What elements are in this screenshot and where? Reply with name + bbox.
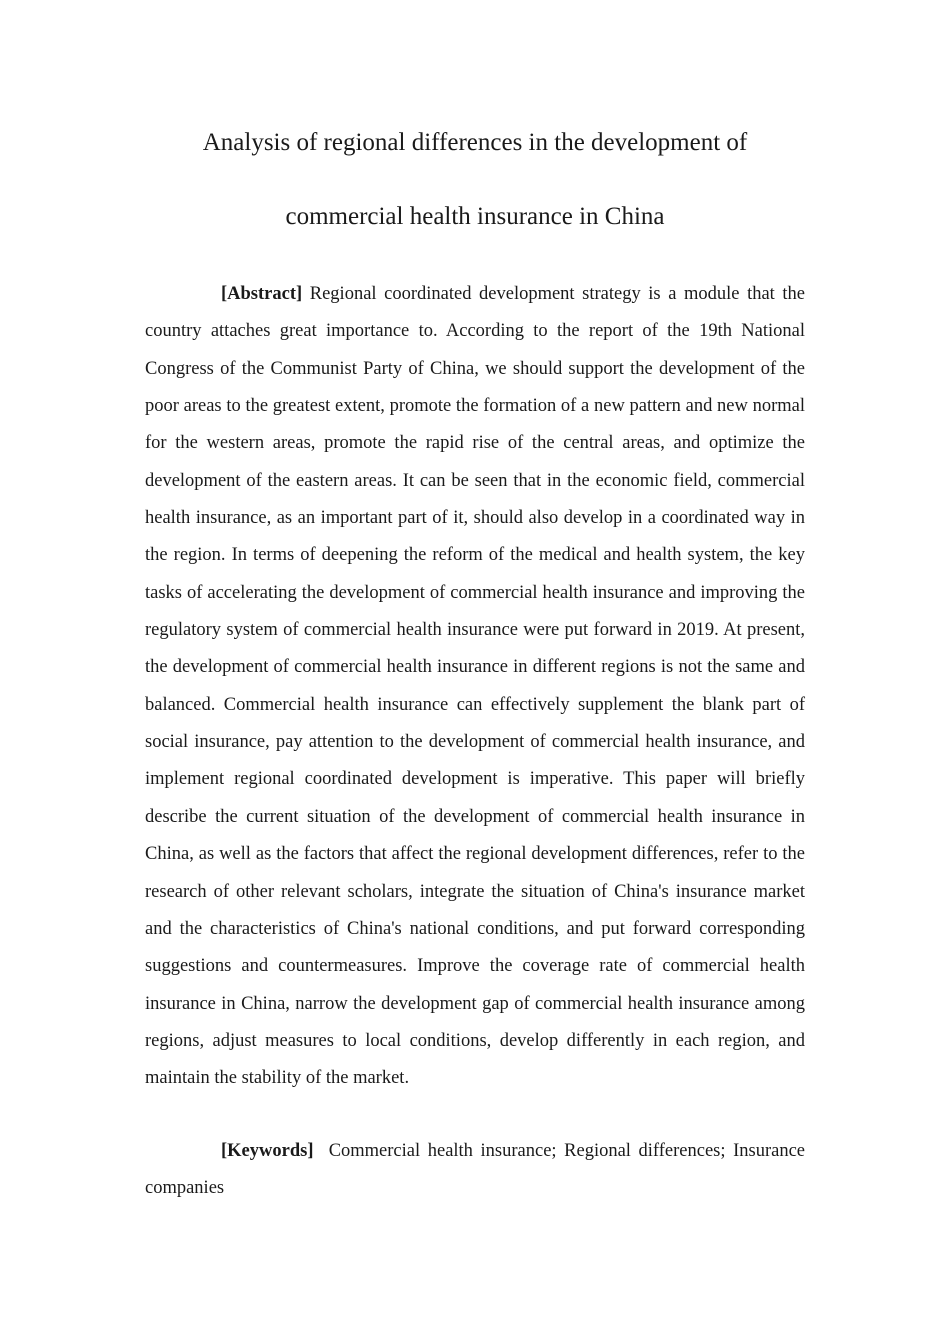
abstract-label: [Abstract] <box>221 284 303 304</box>
keywords-text: Commercial health insurance; Regional differences; Insurance companies <box>145 1141 806 1199</box>
keywords-label: [Keywords] <box>221 1141 314 1161</box>
abstract-text: Regional coordinated development strategy is a module that the country attaches great importance to. According to the report of the 19th National Congress of the Communist Party of China, we should support the development of the poor areas to the greatest extent, promote the formation of a new pattern and new normal for the western areas, promote the rapid rise of the central areas, and optimize the development of the eastern areas. It can be seen that in the economic field, commercial health insurance, as an important part of it, should also develop in a coordinated way in the region. In terms of deepening the reform of the medical and health system, the key tasks of accelerating the development of commercial health insurance and improving the regulatory system of commercial health insurance were put forward in 2019. At present, the development of commercial health insurance in different regions is not the same and balanced. Commercial health insurance can effectively supplement the blank part of social insurance, pay attention to the development of commercial health insurance, and implement regional coordinated development is imperative. This paper will briefly describe the current situation of the development of commercial health insurance in China, as well as the factors that affect the regional development differences, refer to the research of other relevant scholars, integrate the situation of China's insurance market and the characteristics of China's national conditions, and put forward corresponding suggestions and countermeasures. Improve the coverage rate of commercial health insurance in China, narrow the development gap of commercial health insurance among regions, adjust measures to local conditions, develop differently in each region, and maintain the stability of the market. <box>145 284 805 1089</box>
abstract-paragraph <box>145 276 805 1098</box>
keywords-paragraph <box>145 1133 805 1208</box>
paper-title-line-1: Analysis of regional differences in the development of <box>202 129 748 156</box>
paper-title-line-2: commercial health insurance in China <box>285 203 665 230</box>
